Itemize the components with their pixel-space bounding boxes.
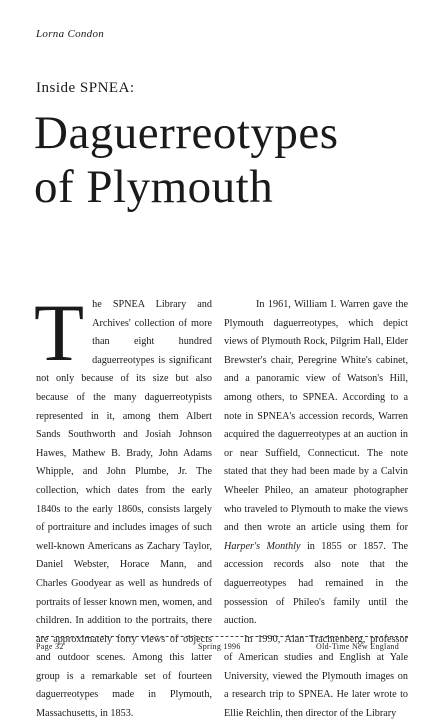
issue-date: Spring 1996 [198, 642, 241, 651]
author-byline: Lorna Condon [36, 28, 105, 40]
left-paragraph-1 [34, 287, 212, 724]
title-line-1: Daguerreotypes [34, 107, 339, 159]
drop-cap: T [34, 287, 85, 378]
page-number: Page 32 [36, 642, 64, 651]
column-left [34, 287, 212, 724]
magazine-name: Old-Time New England [316, 642, 400, 651]
right-paragraph-1 [224, 296, 408, 631]
right-paragraph-2: In 1990, Alan Trachtenberg, professor of American studies and English at Yale University, viewed the Plymouth images on a research trip to SPNEA. He later wrote to Ellie Reichlin, then director of the Library [224, 633, 408, 720]
title-line-2: of Plymouth [34, 161, 274, 213]
left-paragraph-1-text: he SPNEA Library and Archives' collection of more than eight hundred daguerreotypes is significant not only because of its size but also because of the many daguerreotypists represented in it, among them Albert Sands Southworth and Josiah Johnson Hawes, Mathew B. Brady, John Adams Whipple, and John Plumbe, Jr. The collection, which dates from the early 1840s to the early 1860s, consists largely of portraiture and includes images of such well-known Americans as Zachary Taylor, Daniel Webster, Horace Mann, and Charles Goodyear as well as hundreds of portraits of lesser known men, women, and children. In addition to the portraits, there are approximately forty views of objects and outdoor scenes. Among this latter group is a remarkable set of fourteen daguerreotypes made in Plymouth, Massachusetts, in 1853. [36, 299, 212, 720]
magazine-name-italic: Harper's Monthly [224, 540, 301, 552]
article-title [34, 106, 414, 214]
footer-rule [36, 636, 408, 637]
right-paragraph-1-text: In 1961, William I. Warren gave the Plymouth daguerreotypes, which depict views of Plymouth Rock, Pilgrim Hall, Elder Brewster's chair, Peregrine White's cabinet, and a panoramic view of Watson's Hill, among others, to SPNEA. According to a note in SPNEA's accession records, Warren acquired the daguerreotypes at an auction in or near Suffield, Connecticut. The note stated that they had been made by a Calvin Wheeler Phileo, an amateur photographer who traveled to Plymouth to make the views and then wrote an article using them for [224, 299, 408, 534]
column-right [224, 296, 408, 724]
section-kicker: Inside SPNEA: [36, 80, 135, 96]
right-paragraph-1-end: in 1855 or 1857. The accession records also note that the daguerreotypes had remained in the possession of Phileo's family until the auction. [224, 540, 408, 627]
